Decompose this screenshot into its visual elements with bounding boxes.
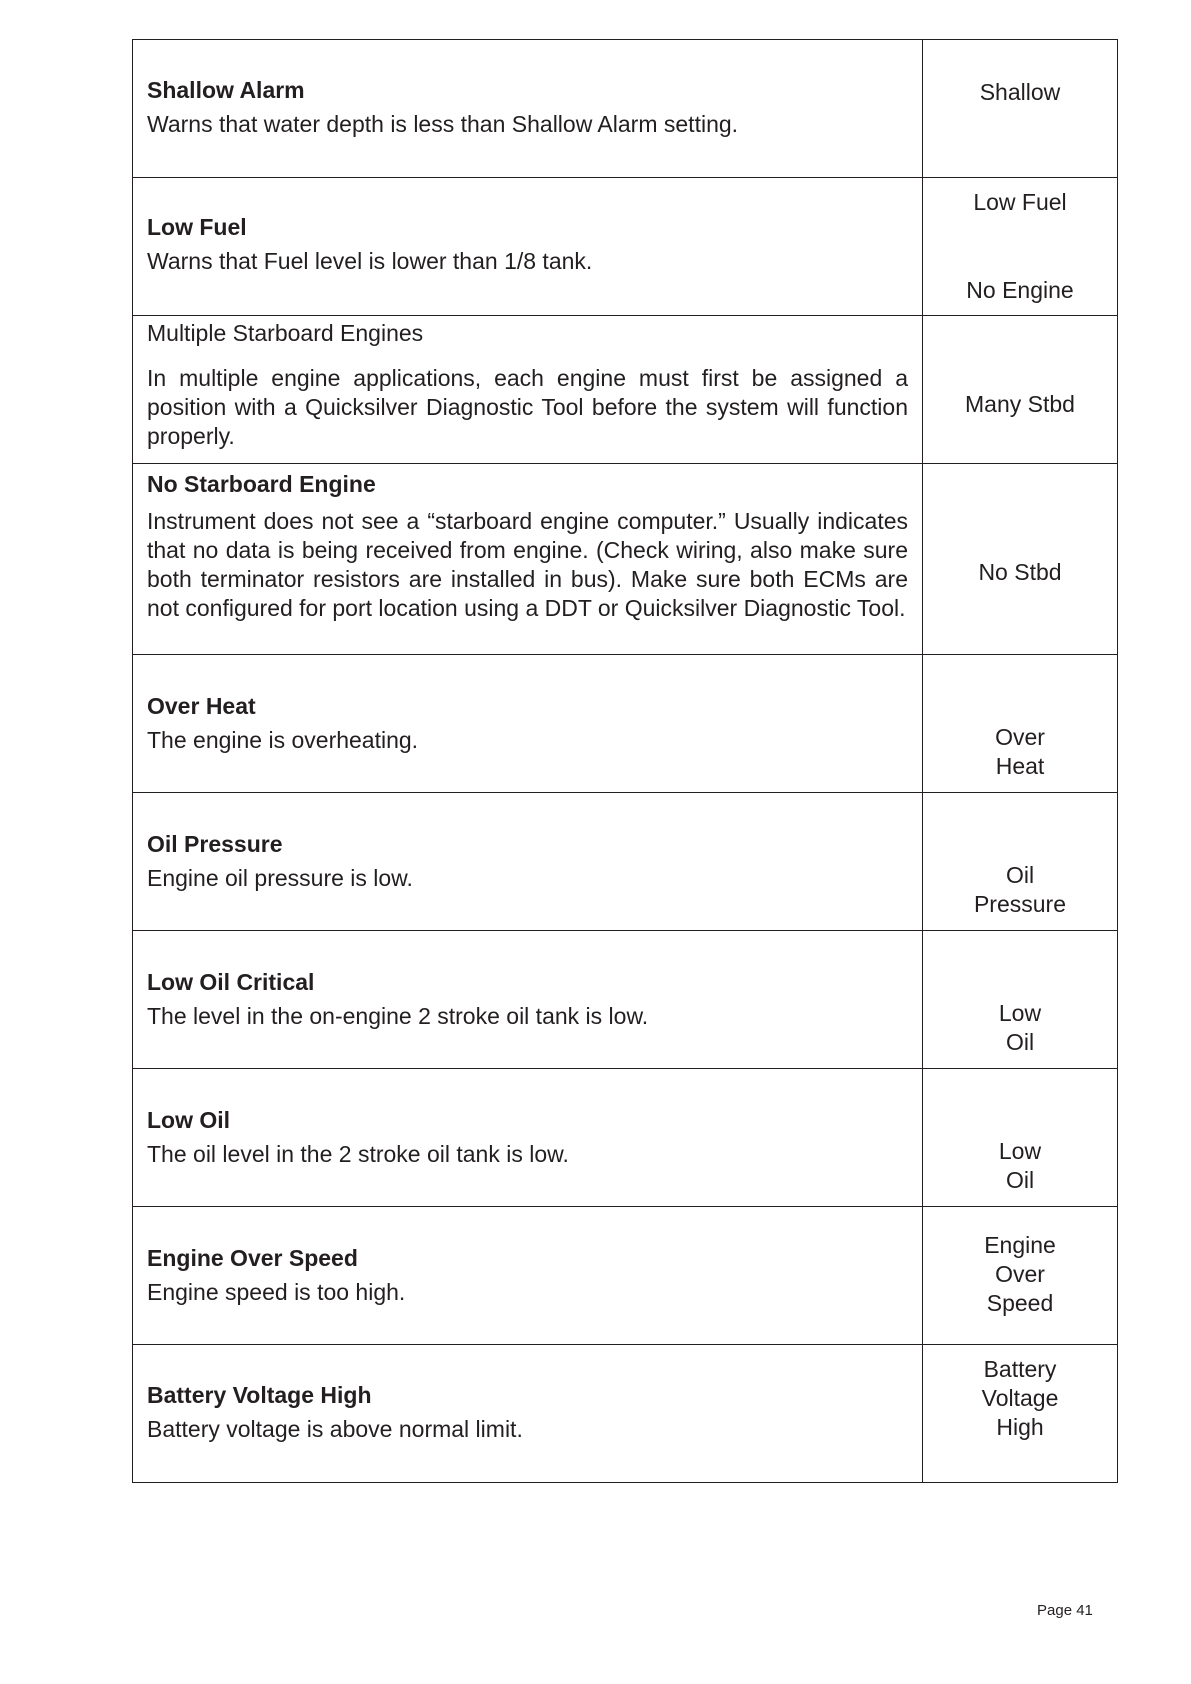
alarm-description: Warns that Fuel level is lower than 1/8 tank.: [147, 248, 593, 274]
alarm-description: Engine oil pressure is low.: [147, 865, 413, 891]
display-text: Voltage: [981, 1385, 1059, 1411]
table-row: [133, 40, 1118, 178]
alarm-display-cell: [923, 793, 1118, 931]
display-text: Low: [998, 1138, 1042, 1164]
display-text: Oil: [1005, 1029, 1035, 1055]
alarm-description: Warns that water depth is less than Shallow Alarm setting.: [147, 111, 739, 137]
display-text: Engine: [984, 1232, 1056, 1258]
alarm-description-cell: [133, 464, 923, 655]
table-row: [133, 655, 1118, 793]
alarm-title: Engine Over Speed: [147, 1245, 358, 1271]
alarm-description: In multiple engine applications, each engine must first be assigned a position with a Quicksilver Diagnostic Tool before the system will function properly.: [147, 365, 908, 449]
display-text: Oil: [1005, 1167, 1035, 1193]
alarm-title: Battery Voltage High: [147, 1382, 372, 1408]
alarm-description-cell: [133, 655, 923, 793]
alarm-display-cell: [923, 316, 1118, 464]
page-number: Page 41: [1037, 1602, 1093, 1619]
table-row: [133, 1207, 1118, 1345]
alarm-description-cell: [133, 793, 923, 931]
table-row: [133, 931, 1118, 1069]
display-text: Pressure: [973, 891, 1067, 917]
alarm-description: The level in the on-engine 2 stroke oil tank is low.: [147, 1003, 649, 1029]
alarm-table: [132, 39, 1118, 1483]
alarm-display-cell: [923, 1069, 1118, 1207]
display-text: Shallow: [979, 79, 1061, 105]
alarm-title: Low Oil Critical: [147, 969, 315, 995]
display-text: Heat: [995, 753, 1045, 779]
display-text: Battery: [983, 1356, 1057, 1382]
alarm-display-cell: [923, 40, 1118, 178]
alarm-description: Battery voltage is above normal limit.: [147, 1416, 523, 1442]
alarm-description: Engine speed is too high.: [147, 1279, 406, 1305]
display-text: Many Stbd: [965, 391, 1075, 417]
alarm-display-cell: [923, 1207, 1118, 1345]
alarm-display-cell: [923, 931, 1118, 1069]
display-text: Low Fuel: [973, 189, 1067, 215]
alarm-description-cell: [133, 1069, 923, 1207]
table-row: [133, 793, 1118, 931]
alarm-display-cell: [923, 655, 1118, 793]
alarm-display-cell: [923, 1345, 1118, 1483]
alarm-description-cell: [133, 178, 923, 316]
alarm-title: No Starboard Engine: [147, 471, 376, 497]
alarm-title: Low Oil: [147, 1107, 231, 1133]
display-text: Over: [995, 1261, 1045, 1287]
display-text: Low: [998, 1000, 1042, 1026]
display-text: High: [996, 1414, 1044, 1440]
display-text: Over: [995, 724, 1045, 750]
alarm-description-cell: [133, 40, 923, 178]
alarm-description: The oil level in the 2 stroke oil tank is low.: [147, 1141, 569, 1167]
table-row: [133, 316, 1118, 464]
display-text: No Engine: [966, 277, 1074, 303]
alarm-description-cell: [133, 931, 923, 1069]
alarm-description-cell: [133, 316, 923, 464]
alarm-display-cell: [923, 464, 1118, 655]
display-text: Oil: [1005, 862, 1035, 888]
display-text: No Stbd: [978, 559, 1062, 585]
table-row: [133, 1069, 1118, 1207]
alarm-description-cell: [133, 1345, 923, 1483]
table-row: [133, 464, 1118, 655]
table-row: [133, 178, 1118, 316]
alarm-display-cell: [923, 178, 1118, 316]
alarm-title: Low Fuel: [147, 214, 247, 240]
display-text: Speed: [986, 1290, 1054, 1316]
alarm-title: Over Heat: [147, 693, 256, 719]
alarm-title: Oil Pressure: [147, 831, 283, 857]
alarm-description: Instrument does not see a “starboard engine computer.” Usually indicates that no data is being received from engine. (Check wiring, also make sure both terminator resistors are installed in bus). Make sure both ECMs are not configured for port location using a DDT or Quicksilver Diagnostic Tool.: [147, 508, 908, 621]
alarm-description-cell: [133, 1207, 923, 1345]
table-row: [133, 1345, 1118, 1483]
alarm-title: Shallow Alarm: [147, 77, 305, 103]
alarm-title: Multiple Starboard Engines: [147, 320, 424, 346]
alarm-description: The engine is overheating.: [147, 727, 419, 753]
